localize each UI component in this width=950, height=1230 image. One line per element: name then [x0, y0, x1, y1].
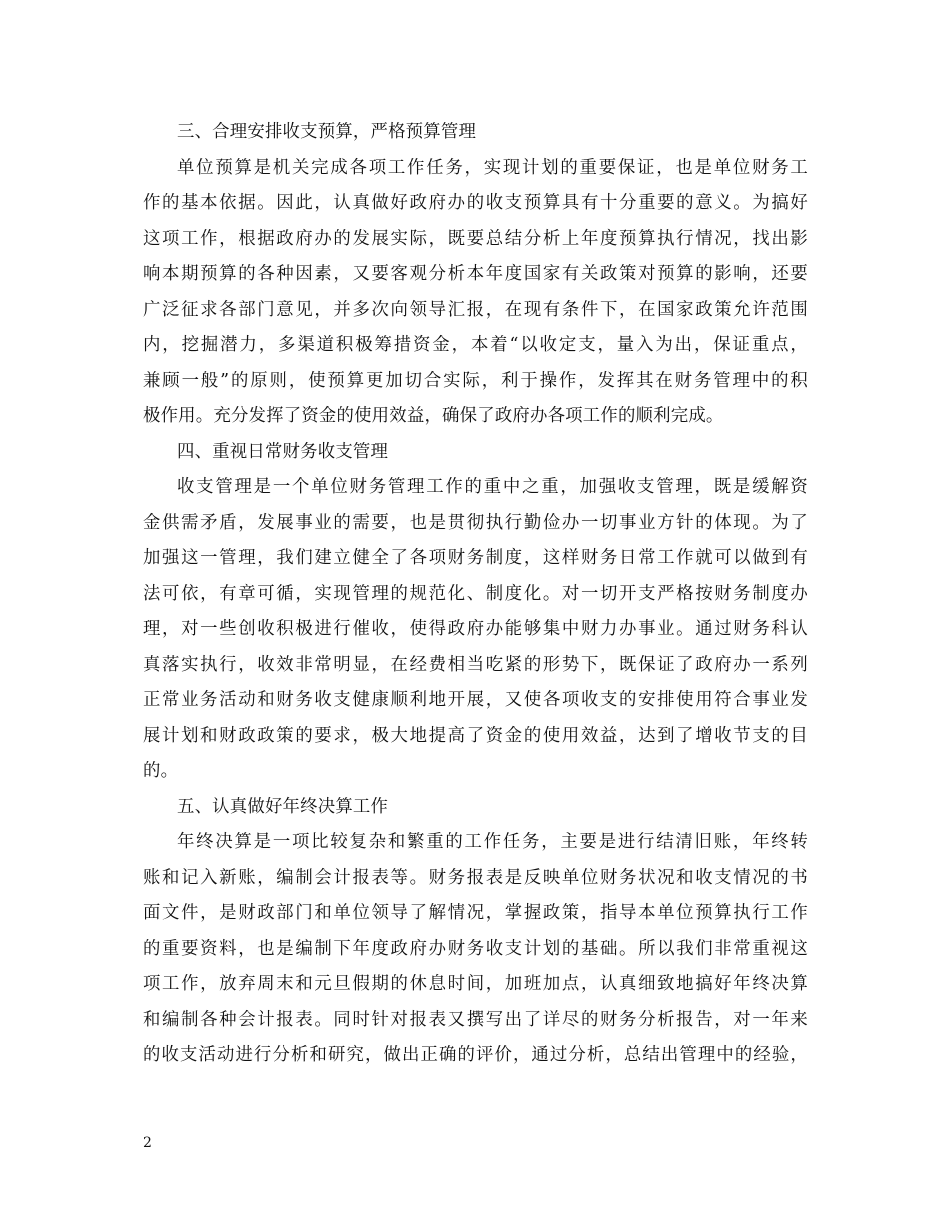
paragraph-line: 法可依，有章可循，实现管理的规范化、制度化。对一切开支严格按财务制度办: [143, 583, 808, 604]
section-heading: 五、认真做好年终决算工作: [177, 796, 389, 817]
paragraph-line: 项工作，放弃周末和元旦假期的休息时间，加班加点，认真细致地搞好年终决算: [143, 974, 808, 994]
paragraph-line: 加强这一管理，我们建立健全了各项财务制度，这样财务日常工作就可以做到有: [143, 548, 808, 568]
paragraph-line: 金供需矛盾，发展事业的需要，也是贯彻执行勤俭办一切事业方针的体现。为了: [143, 512, 808, 533]
paragraph-line: 单位预算是机关完成各项工作任务，实现计划的重要保证，也是单位财务工: [177, 157, 808, 178]
paragraph-line: 面文件，是财政部门和单位领导了解情况，掌握政策，指导本单位预算执行工作: [143, 903, 808, 923]
paragraph-line: 展计划和财政政策的要求，极大地提高了资金的使用效益，达到了增收节支的目: [143, 725, 808, 746]
paragraph-line: 内，挖掘潜力，多渠道积极筹措资金，本着“以收定支，量入为出，保证重点，: [143, 335, 808, 355]
paragraph-line: 这项工作，根据政府办的发展实际，既要总结分析上年度预算执行情况，找出影: [143, 228, 808, 249]
paragraph-line: 正常业务活动和财务收支健康顺利地开展，又使各项收支的安排使用符合事业发: [143, 690, 808, 710]
paragraph-line: 极作用。充分发挥了资金的使用效益，确保了政府办各项工作的顺利完成。: [143, 406, 724, 426]
paragraph-line: 响本期预算的各种因素，又要客观分析本年度国家有关政策对预算的影响，还要: [143, 264, 808, 284]
document-body: [143, 115, 808, 1074]
paragraph-line: 账和记入新账，编制会计报表等。财务报表是反映单位财务状况和收支情况的书: [143, 867, 808, 888]
paragraph-line: 作的基本依据。因此，认真做好政府办的收支预算具有十分重要的意义。为搞好: [143, 193, 808, 213]
paragraph-line: 和编制各种会计报表。同时针对报表又撰写出了详尽的财务分析报告，对一年来: [143, 1009, 808, 1030]
paragraph-line: 兼顾一般”的原则，使预算更加切合实际，利于操作，发挥其在财务管理中的积: [143, 370, 808, 391]
paragraph-line: 收支管理是一个单位财务管理工作的重中之重，加强收支管理，既是缓解资: [177, 477, 808, 497]
paragraph-line: 的。: [143, 761, 179, 781]
section-heading: 四、重视日常财务收支管理: [177, 441, 389, 462]
paragraph-line: 的收支活动进行分析和研究，做出正确的评价，通过分析，总结出管理中的经验，: [143, 1045, 808, 1065]
paragraph-line: 真落实执行，收效非常明显，在经费相当吃紧的形势下，既保证了政府办一系列: [143, 654, 808, 675]
paragraph-line: 年终决算是一项比较复杂和繁重的工作任务，主要是进行结清旧账，年终转: [177, 832, 808, 852]
section-heading: 三、合理安排收支预算，严格预算管理: [177, 122, 477, 142]
paragraph-line: 的重要资料，也是编制下年度政府办财务收支计划的基础。所以我们非常重视这: [143, 938, 808, 959]
paragraph-line: 理，对一些创收积极进行催收，使得政府办能够集中财力办事业。通过财务科认: [143, 619, 808, 639]
page-number: 2: [143, 1135, 152, 1151]
paragraph-line: 广泛征求各部门意见，并多次向领导汇报，在现有条件下，在国家政策允许范围: [143, 299, 808, 320]
